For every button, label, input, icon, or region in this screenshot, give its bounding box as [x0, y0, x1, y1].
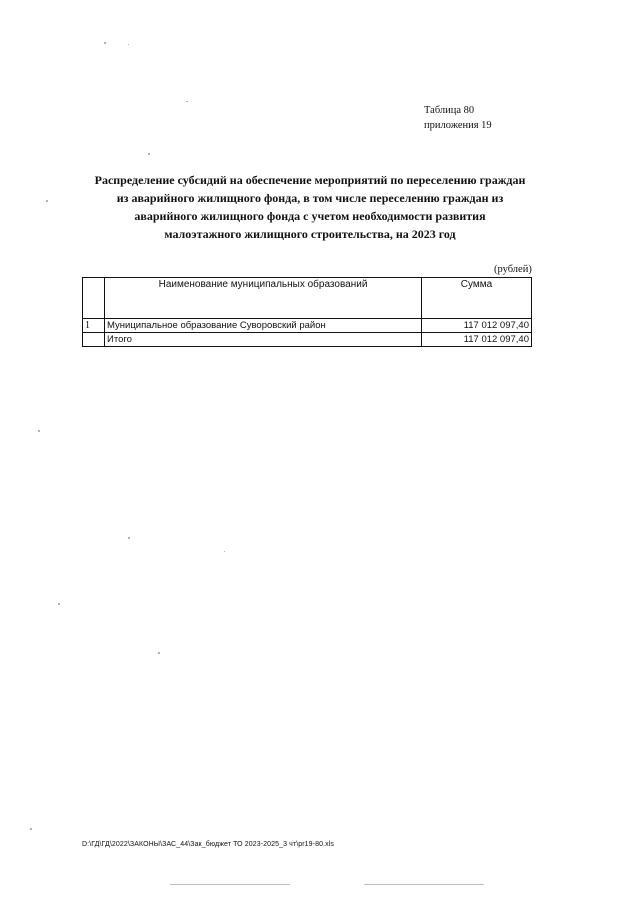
scan-line	[170, 884, 290, 885]
scan-speck	[46, 200, 48, 202]
table-number: Таблица 80	[424, 105, 475, 116]
row-name-cell: Муниципальное образование Суворовский район	[105, 319, 422, 333]
scan-speck	[158, 652, 160, 654]
title-line-1: Распределение субсидий на обеспечение мероприятий по переселению граждан	[94, 173, 526, 187]
scan-speck	[30, 828, 32, 830]
scan-speck	[186, 101, 188, 102]
table-total-row	[83, 333, 532, 347]
appendix-number: приложения 19	[424, 120, 492, 131]
scan-speck	[58, 603, 60, 605]
scan-speck	[224, 551, 225, 552]
total-name-cell: Итого	[105, 333, 422, 347]
scan-speck	[38, 430, 40, 432]
header-number-cell	[83, 278, 105, 319]
row-sum-cell: 117 012 097,40	[422, 319, 532, 333]
scan-speck	[128, 44, 129, 45]
header-sum-cell: Сумма	[422, 278, 532, 319]
title-line-2: из аварийного жилищного фонда, в том числе переселению граждан из	[116, 191, 504, 205]
header-name-cell: Наименование муниципальных образований	[105, 278, 422, 319]
scan-speck	[104, 42, 106, 44]
row-number-cell: 1	[83, 319, 105, 333]
file-path-footer: D:\ГД\ГД\2022\ЗАКОНЫ\ЗАС_44\Зак_бюджет ТО 2023-2025_3 чт\pr19-80.xls	[82, 841, 334, 848]
units-label: (рублей)	[494, 264, 532, 275]
scan-line	[364, 884, 484, 885]
title-line-4: малоэтажного жилищного строительства, на 2023 год	[164, 227, 456, 241]
total-number-cell	[83, 333, 105, 347]
scan-speck	[128, 537, 130, 539]
total-sum-cell: 117 012 097,40	[422, 333, 532, 347]
title-line-3: аварийного жилищного фонда с учетом необходимости развития	[134, 209, 486, 223]
document-title	[70, 171, 550, 243]
scan-speck	[148, 153, 150, 155]
subsidy-table	[82, 277, 532, 347]
table-row	[83, 319, 532, 333]
table-header-row	[83, 278, 532, 319]
table-reference	[424, 103, 492, 133]
